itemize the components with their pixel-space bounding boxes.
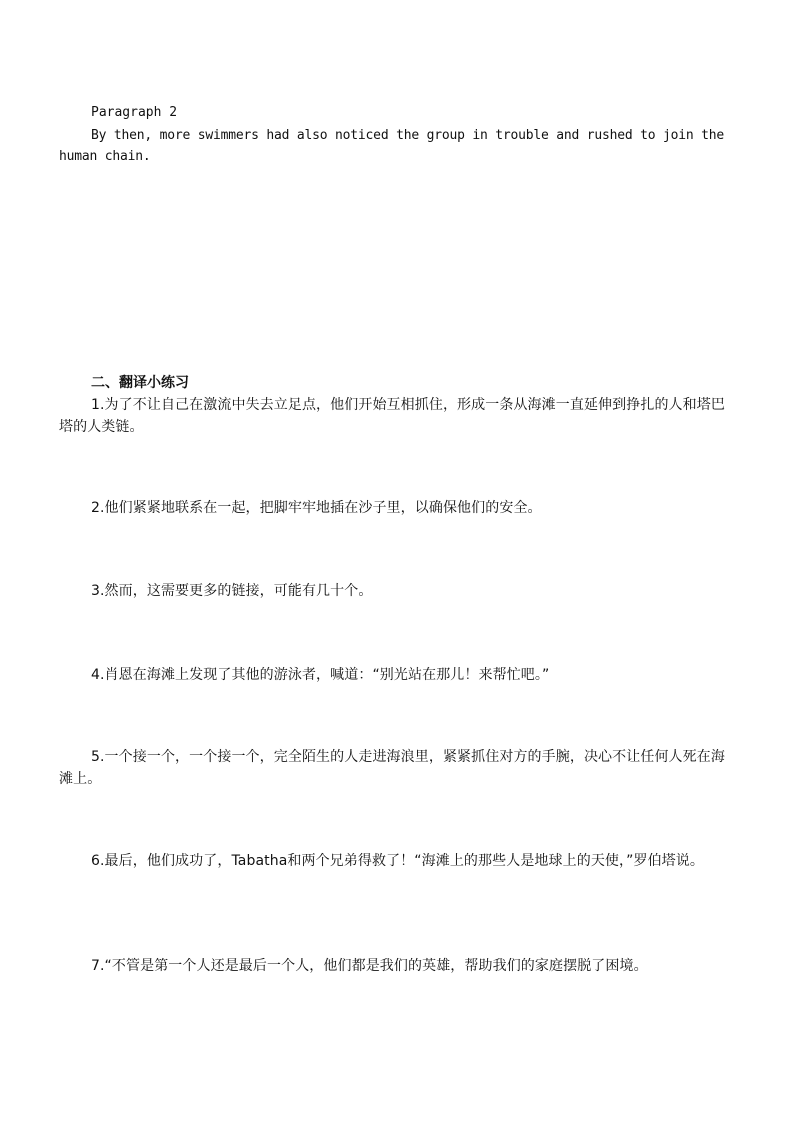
translation-item-1: 1.为了不让自己在激流中失去立足点，他们开始互相抓住，形成一条从海滩一直延伸到挣扎的人和塔巴塔的人类链。 (59, 397, 725, 435)
translation-item-2: 2.他们紧紧地联系在一起，把脚牢牢地插在沙子里，以确保他们的安全。 (91, 500, 542, 516)
section-heading: 二、翻译小练习 (91, 375, 189, 391)
translation-item-3: 3.然而，这需要更多的链接，可能有几十个。 (91, 583, 373, 599)
translation-item-6: 6.最后，他们成功了，Tabatha和两个兄弟得救了！“海滩上的那些人是地球上的天使，”罗伯塔说。 (91, 853, 704, 869)
translation-item-4: 4.肖恩在海滩上发现了其他的游泳者，喊道：“别光站在那儿！来帮忙吧。” (91, 667, 550, 683)
paragraph-heading: Paragraph 2 (91, 105, 178, 120)
translation-item-5: 5.一个接一个，一个接一个，完全陌生的人走进海浪里，紧紧抓住对方的手腕，决心不让任何人死在海滩上。 (59, 749, 725, 787)
paragraph-text: By then, more swimmers had also noticed the group in trouble and rushed to join the human chain. (59, 128, 725, 164)
translation-item-7: 7.“不管是第一个人还是最后一个人，他们都是我们的英雄，帮助我们的家庭摆脱了困境。 (91, 958, 648, 974)
